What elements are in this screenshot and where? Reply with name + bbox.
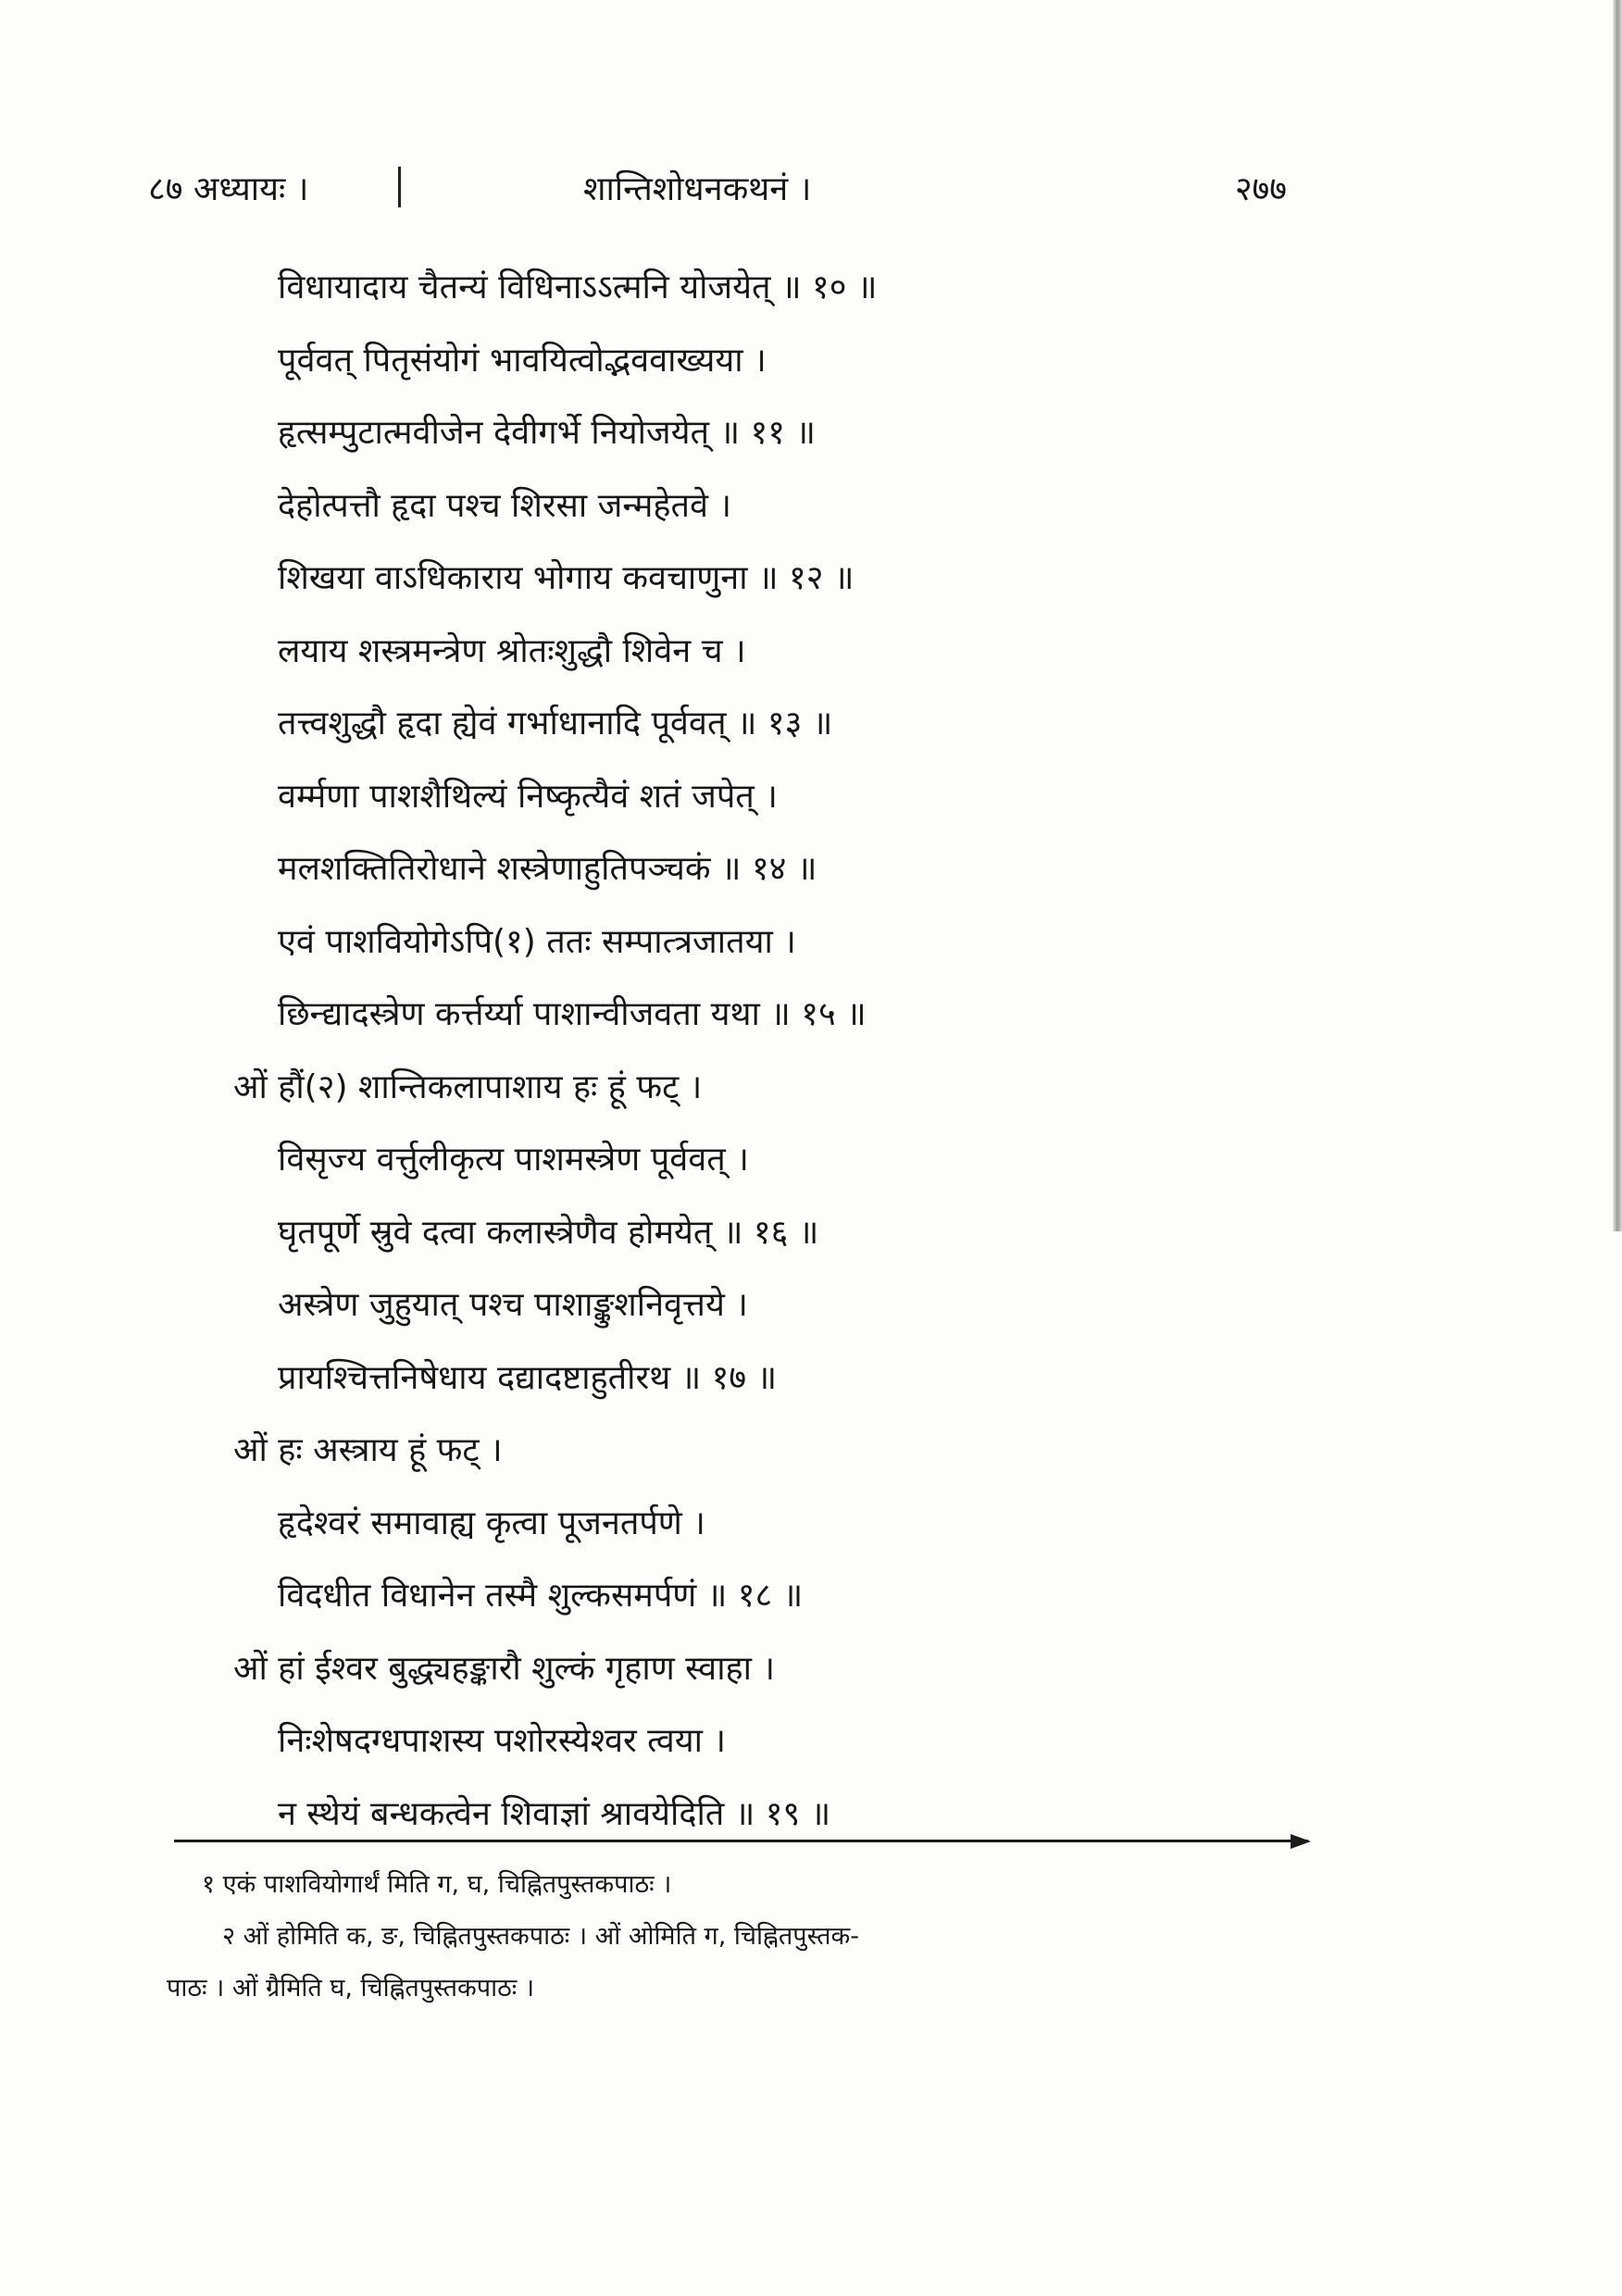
running-head: [148, 165, 1287, 220]
mantra-line: ओं हां ईश्वर बुद्ध्यहङ्कारौ शुल्कं गृहाण स्वाहा ।: [233, 1649, 776, 1688]
verse-line: शिखया वाऽधिकाराय भोगाय कवचाणुना ॥ १२ ॥: [278, 559, 855, 597]
footnote-2: २ ओं होमिति क, ङ, चिह्नितपुस्तकपाठः । ओं ओमिति ग, चिह्नितपुस्तक-: [222, 1922, 859, 1951]
footnote-1: १ एकं पाशवियोगार्थं मिति ग, घ, चिह्नितपुस्तकपाठः ।: [202, 1870, 672, 1899]
page-title: शान्तिशोधनकथनं ।: [583, 170, 812, 208]
verse-line: विसृज्य वर्त्तुलीकृत्य पाशमस्त्रेण पूर्ववत् ।: [278, 1141, 749, 1179]
verse-line: मलशक्तितिरोधाने शस्त्रेणाहुतिपञ्चकं ॥ १४ ॥: [278, 850, 817, 888]
footnote-2-continued: पाठः । ओं ग्रैमिति घ, चिह्नितपुस्तकपाठः ।: [167, 1974, 535, 2003]
footnotes: [0, 1859, 1622, 2015]
verse-line: एवं पाशवियोगेऽपि(१) ततः सम्पात्त्रजातया ।: [278, 922, 796, 961]
verse-line: विधायादाय चैतन्यं विधिनाऽऽत्मनि योजयेत् ॥ १० ॥: [278, 268, 878, 306]
mantra-line: ओं हौं(२) शान्तिकलापाशाय हः हूं फट् ।: [233, 1067, 703, 1106]
verse-line: पूर्ववत् पितृसंयोगं भावयित्वोद्भववाख्यया ।: [278, 341, 767, 380]
verse-line: हृदेश्वरं समावाह्य कृत्वा पूजनतर्पणे ।: [278, 1504, 705, 1542]
chapter-label: ८७ अध्यायः ।: [148, 170, 309, 208]
footnote-rule: [174, 1840, 1308, 1842]
verse-line: लयाय शस्त्रमन्त्रेण श्रोतःशुद्धौ शिवेन च ।: [278, 631, 746, 670]
header-divider: [398, 167, 401, 207]
mantra-line: ओं हः अस्त्राय हूं फट् ।: [233, 1431, 503, 1469]
verse-text: [0, 252, 1622, 1851]
verse-line: निःशेषदग्धपाशस्य पशोरस्येश्वर त्वया ।: [278, 1722, 727, 1760]
verse-line: प्रायश्चित्तनिषेधाय दद्यादष्टाहुतीरथ ॥ १७ ॥: [278, 1358, 778, 1397]
verse-line: छिन्द्यादस्त्रेण कर्त्तर्य्या पाशान्वीजवता यथा ॥ १५ ॥: [278, 995, 867, 1033]
rule-arrow-icon: [1291, 1834, 1311, 1849]
verse-line: घृतपूर्णे स्रुवे दत्वा कलास्त्रेणैव होमयेत् ॥ १६ ॥: [278, 1213, 819, 1252]
verse-line: न स्थेयं बन्धकत्वेन शिवाज्ञां श्रावयेदिति ॥ १९ ॥: [278, 1794, 831, 1833]
verse-line: वर्म्मणा पाशशैथिल्यं निष्कृत्यैवं शतं जपेत् ।: [278, 777, 778, 816]
verse-line: अस्त्रेण जुहुयात् पश्च पाशाङ्कुशनिवृत्तये ।: [278, 1286, 748, 1324]
page-number: २७७: [1234, 170, 1287, 208]
verse-line: देहोत्पत्तौ हृदा पश्च शिरसा जन्महेतवे ।: [278, 486, 732, 525]
verse-line: तत्त्वशुद्धौ हृदा ह्येवं गर्भाधानादि पूर्ववत् ॥ १३ ॥: [278, 705, 833, 742]
verse-line: विदधीत विधानेन तस्मै शुल्कसमर्पणं ॥ १८ ॥: [278, 1577, 804, 1615]
verse-line: हृत्सम्पुटात्मवीजेन देवीगर्भे नियोजयेत् ॥ ११ ॥: [278, 414, 816, 452]
